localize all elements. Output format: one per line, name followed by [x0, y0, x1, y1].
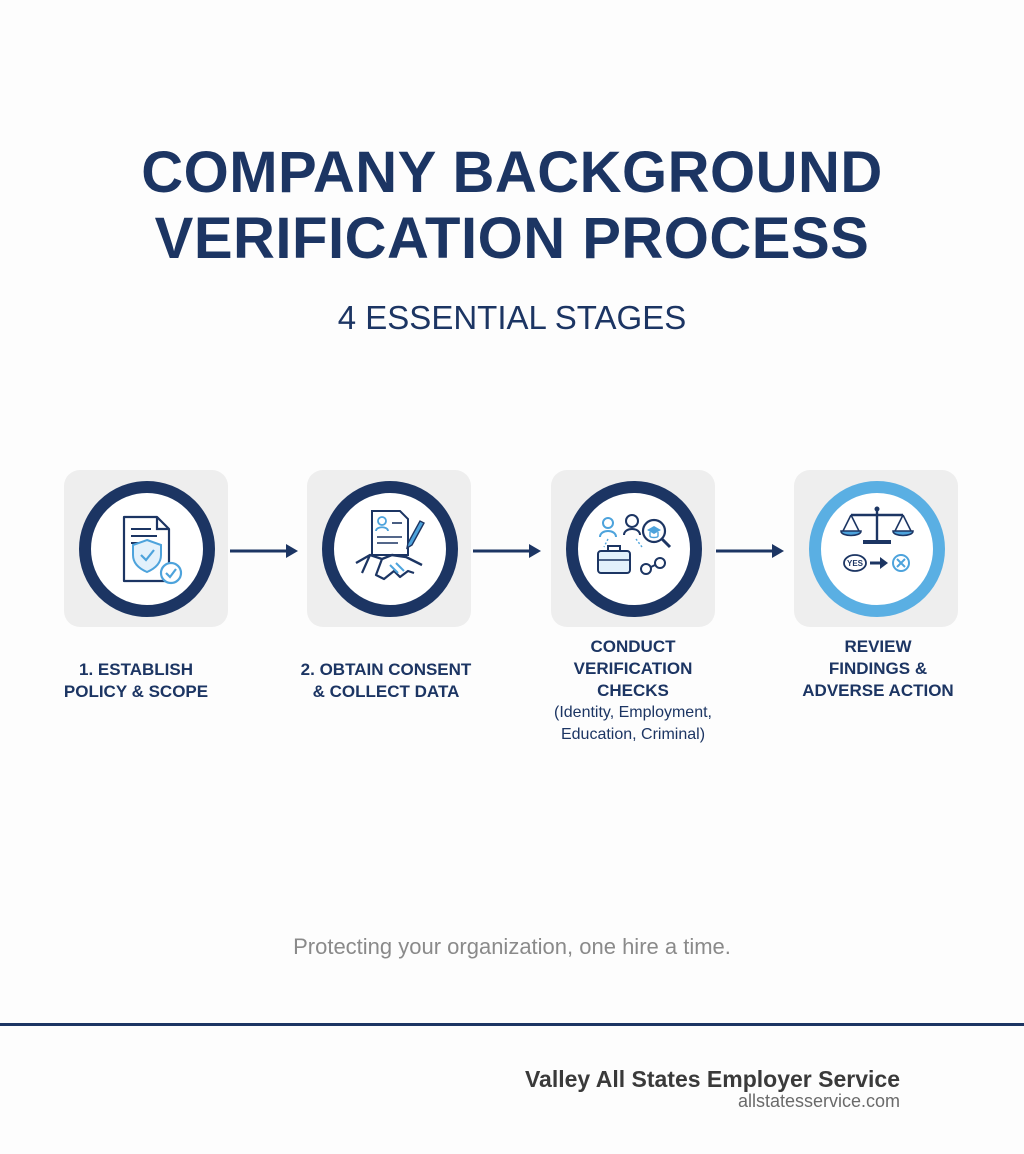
stage-2-label: [281, 659, 491, 703]
stage-1-label-line-2: POLICY & SCOPE: [63, 682, 209, 701]
stage-4-label-line-1: REVIEW: [844, 637, 912, 656]
footer-divider: [0, 1023, 1024, 1026]
footer-company-name: Valley All States Employer Service: [524, 1066, 900, 1092]
stage-2-card: [307, 470, 471, 627]
stage-4-label-line-3: ADVERSE ACTION: [802, 681, 954, 700]
stage-4-label: [773, 636, 983, 702]
stage-3-card: [551, 470, 715, 627]
stage-4-card: [794, 470, 958, 627]
footer-url: allstatesservice.com: [737, 1091, 900, 1111]
tagline: Protecting your organization, one hire a time.: [293, 934, 731, 959]
stage-3-ring: [566, 481, 702, 617]
stage-3-label: [528, 636, 738, 746]
title-line-2: VERIFICATION PROCESS: [154, 206, 870, 271]
stage-3-label-line-2: VERIFICATION: [573, 659, 693, 678]
title-line-1: COMPANY BACKGROUND: [141, 140, 883, 205]
stage-3-detail-line-1: (Identity, Employment,: [554, 704, 712, 721]
arrow-right-icon: [228, 541, 300, 561]
stage-3-detail-line-2: Education, Criminal): [560, 726, 706, 743]
stage-1-card: [64, 470, 228, 627]
document-shield-check-icon: [91, 493, 203, 605]
stage-4-label-line-2: FINDINGS &: [828, 659, 928, 678]
stage-4-ring: [809, 481, 945, 617]
yes-badge-text: YES: [846, 559, 864, 568]
stage-3-label-line-3: CHECKS: [597, 681, 669, 700]
stage-2-label-line-1: 2. OBTAIN CONSENT: [300, 660, 472, 679]
stage-1-label: [31, 659, 241, 703]
page-title: [0, 140, 1024, 272]
arrow-right-icon: [471, 541, 543, 561]
verification-checks-icon: [578, 493, 690, 605]
stage-1-label-line-1: 1. ESTABLISH: [79, 660, 193, 679]
arrow-right-icon: [714, 541, 786, 561]
stage-3-label-line-1: CONDUCT: [590, 637, 676, 656]
handshake-form-pen-icon: [334, 493, 446, 605]
stage-2-ring: [322, 481, 458, 617]
page-subtitle: 4 ESSENTIAL STAGES: [337, 299, 687, 336]
scales-decision-icon: [821, 493, 933, 605]
stage-1-ring: [79, 481, 215, 617]
stage-2-label-line-2: & COLLECT DATA: [312, 682, 460, 701]
